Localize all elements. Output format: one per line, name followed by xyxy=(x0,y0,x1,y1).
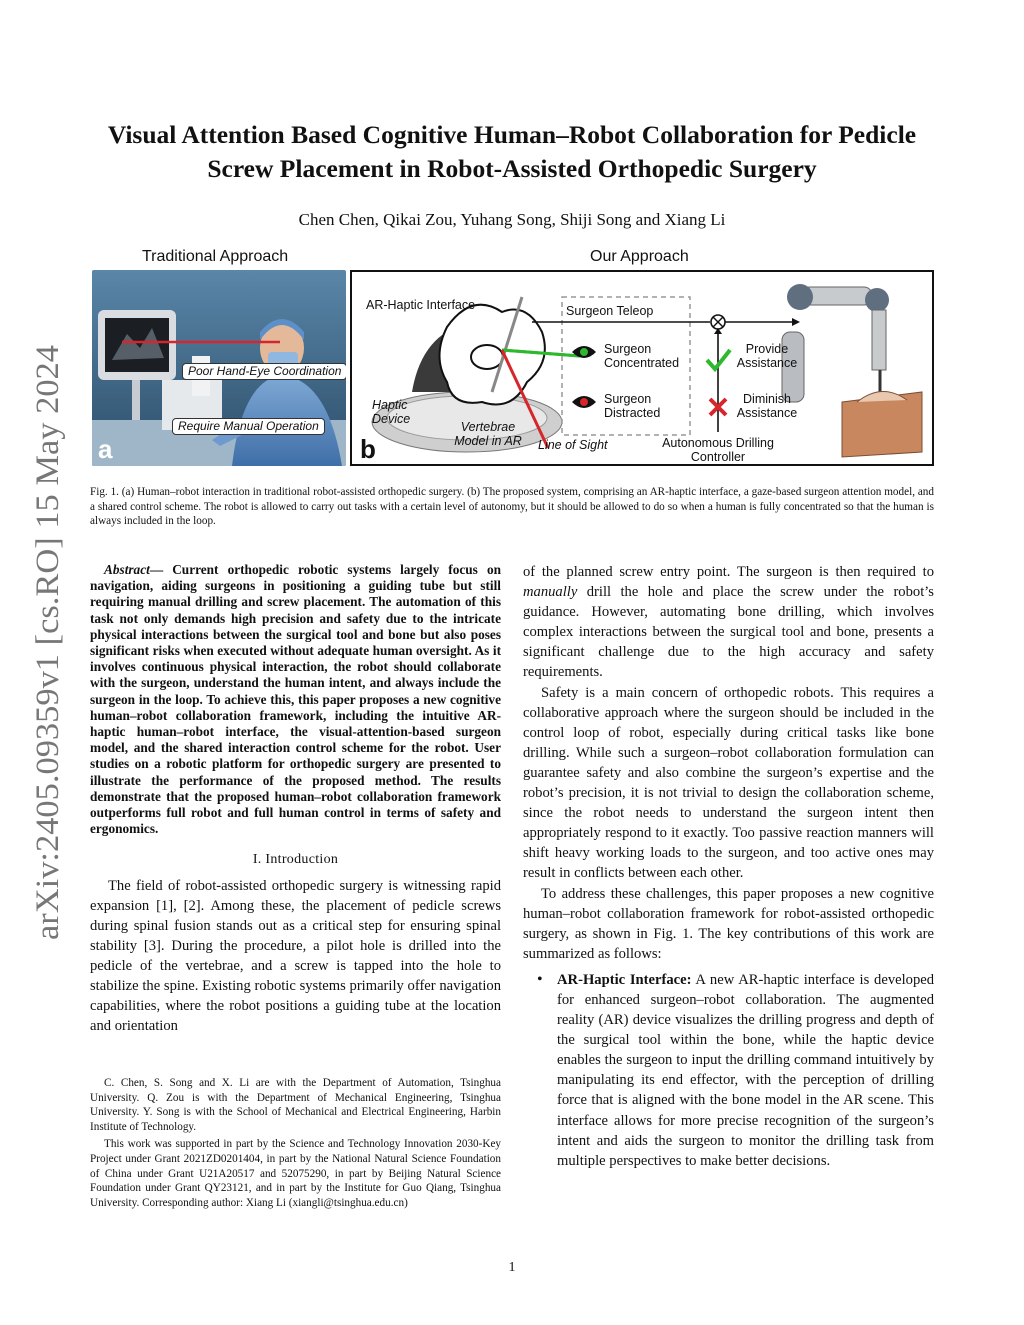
heading-our-approach: Our Approach xyxy=(590,248,689,265)
intro-paragraph: The field of robot-assisted orthopedic surgery is witnessing rapid expansion [1], [2]. Among these, the placement of pedicle screws during spinal fusion stands out as a critical step for ensuring spinal stability [3]. During the procedure, a pilot hole is drilled into the pedicle of the vertebrae, and a screw is tapped into the hole to stabilize the spine. Existing robotic systems primarily offer navigation capabilities, where the robot positions a guiding tube at the location and orientation xyxy=(90,877,501,1035)
page-number: 1 xyxy=(508,1260,516,1275)
para1-emphasis: manually xyxy=(523,584,578,601)
right-column xyxy=(523,562,934,1171)
label-surgeon-distracted: Surgeon Distracted xyxy=(604,392,661,420)
abstract xyxy=(90,562,501,837)
right-paragraph-2: Safety is a main concern of orthopedic robots. This requires a collaborative approach where the surgeon should be included in the control loop of robot, especially during critical tasks like bone drilling. While such a surgeon–robot collaboration formulation can guarantee safety and also combine the surgeon’s expertise and the robot’s precision, it is not trivial to design the collaboration scheme, since the robot needs to understand the surgeon intent then appropriately respond to it exactly. Too passive reaction manners will shift heavy working loads to the surgeon, and too active ones may result in conflicts between each other. xyxy=(523,684,934,882)
footnote-affiliations: C. Chen, S. Song and X. Li are with the Department of Automation, Tsinghua University. Q. Zou is with the Department of Mechanical Engineering, Tsinghua University. Y. Song is with the School of Mechanical and Electrical Engineering, Harbin Institute of Technology. xyxy=(90,1077,501,1133)
panel-b-diagram xyxy=(350,270,934,466)
label-line-of-sight: Line of Sight xyxy=(538,438,608,452)
figure-caption: Fig. 1. (a) Human–robot interaction in traditional robot-assisted orthopedic surgery. (b) The proposed system, comprising an AR-haptic interface, a gaze-based surgeon attention model, and a shared control scheme. The robot is allowed to carry out tasks with a certain level of autonomy, but it should be allowed to do so when a human is fully concentrated so that the human is always included in the loop. xyxy=(90,486,934,527)
paper-title: Visual Attention Based Cognitive Human–Robot Collaboration for Pedicle Screw Placement in Robot-Assisted Orthopedic Surgery xyxy=(107,120,917,183)
figure-1 xyxy=(92,248,934,470)
author-list: Chen Chen, Qikai Zou, Yuhang Song, Shiji Song and Xiang Li xyxy=(298,210,726,229)
list-item xyxy=(523,970,934,1171)
panel-a-letter: a xyxy=(98,434,113,464)
panel-b-letter: b xyxy=(360,434,376,464)
heading-traditional-approach: Traditional Approach xyxy=(142,248,289,265)
label-ar-haptic-interface: AR-Haptic Interface xyxy=(366,298,476,312)
arxiv-identifier-text xyxy=(12,340,72,950)
para1-text-b: drill the hole and place the screw under the robot’s guidance. However, automating bone drilling, which involves complex interactions between the surgical tool and bone, presents a significant challenge due to the high accuracy and safety requirements. xyxy=(523,584,934,681)
footnotes xyxy=(90,1076,501,1210)
arxiv-id-text: arXiv:2405.09359v1 [cs.RO] 15 May 2024 xyxy=(30,369,66,940)
abstract-label: Abstract xyxy=(104,562,150,577)
left-column xyxy=(90,562,501,1036)
bullet-title: AR-Haptic Interface: xyxy=(557,971,692,988)
para1-text-a: of the planned screw entry point. The surgeon is then required to xyxy=(523,564,934,580)
label-vertebrae-model: Vertebrae Model in AR xyxy=(454,420,522,448)
arxiv-identifier xyxy=(12,340,72,950)
panel-a-photo xyxy=(92,270,346,466)
abstract-text: — Current orthopedic robotic systems largely focus on navigation, aiding surgeons in positioning a guiding tube but still requiring manual drilling and screw placement. The automation of this task not only demands high precision and safety due to the intricate physical interactions between the surgical tool and bone but also poses significant risks when executed without adequate human oversight. As it involves continuous physical interaction, the robot should collaborate with the surgeon, understand the human intent, and always include the surgeon in the loop. To achieve this, this paper proposes a new cognitive human–robot collaboration framework, including the intuitive AR-haptic human–robot interface, the visual-attention-based surgeon model, and the shared interaction control scheme for the robot. User studies on a robotic platform for orthopedic surgery are presented to illustrate the performance of the proposed method. The results demonstrate that the proposed human–robot collaboration framework outperforms full robot and full human control in terms of safety and ergonomics. xyxy=(90,562,501,837)
footnote-funding: This work was supported in part by the Science and Technology Innovation 2030-Key Project under Grant 2021ZD0201404, in part by the National Natural Science Foundation of China under Grant U21A20517 and 52075290, in part by Beijing Natural Science Foundation under Grant QY23121, and in part by the Institute for Guo Qiang, Tsinghua University. Corresponding author: Xiang Li (xiangli@tsinghua.edu.cn) xyxy=(90,1138,501,1209)
bullet-text: A new AR-haptic interface is developed for enhanced surgeon–robot collaboration. The augmented reality (AR) device visualizes the drilling progress and depth of the surgical tool within the bone, while the haptic device enables the surgeon to input the drilling command intuitively by manipulating its end effector, with the perception of drilling force that is aligned with the bone model in the AR scene. This interface allows for more precise recognition of the surgeon’s intent and aids the surgeon to monitor the drilling task from multiple perspectives to make better decisions. xyxy=(557,971,935,1169)
label-autonomous-controller: Autonomous Drilling Controller xyxy=(662,436,774,464)
callout-require-manual-operation: Require Manual Operation xyxy=(172,418,325,435)
label-provide-assistance: Provide Assistance xyxy=(736,342,798,370)
label-diminish-assistance: Diminish Assistance xyxy=(736,392,798,420)
contributions-list xyxy=(523,970,934,1171)
label-surgeon-teleop: Surgeon Teleop xyxy=(566,304,654,318)
label-surgeon-concentrated: Surgeon Concentrated xyxy=(604,342,680,370)
section-heading-introduction: I. Introduction xyxy=(252,852,339,868)
label-haptic-device: Haptic Device xyxy=(372,398,411,426)
right-paragraph-1 xyxy=(523,562,934,683)
callout-poor-hand-eye: Poor Hand-Eye Coordination xyxy=(182,363,346,380)
right-paragraph-3: To address these challenges, this paper proposes a new cognitive human–robot collaboration framework for robot-assisted orthopedic surgery, as shown in Fig. 1. The key contributions of this work are summarized as follows: xyxy=(523,885,934,962)
